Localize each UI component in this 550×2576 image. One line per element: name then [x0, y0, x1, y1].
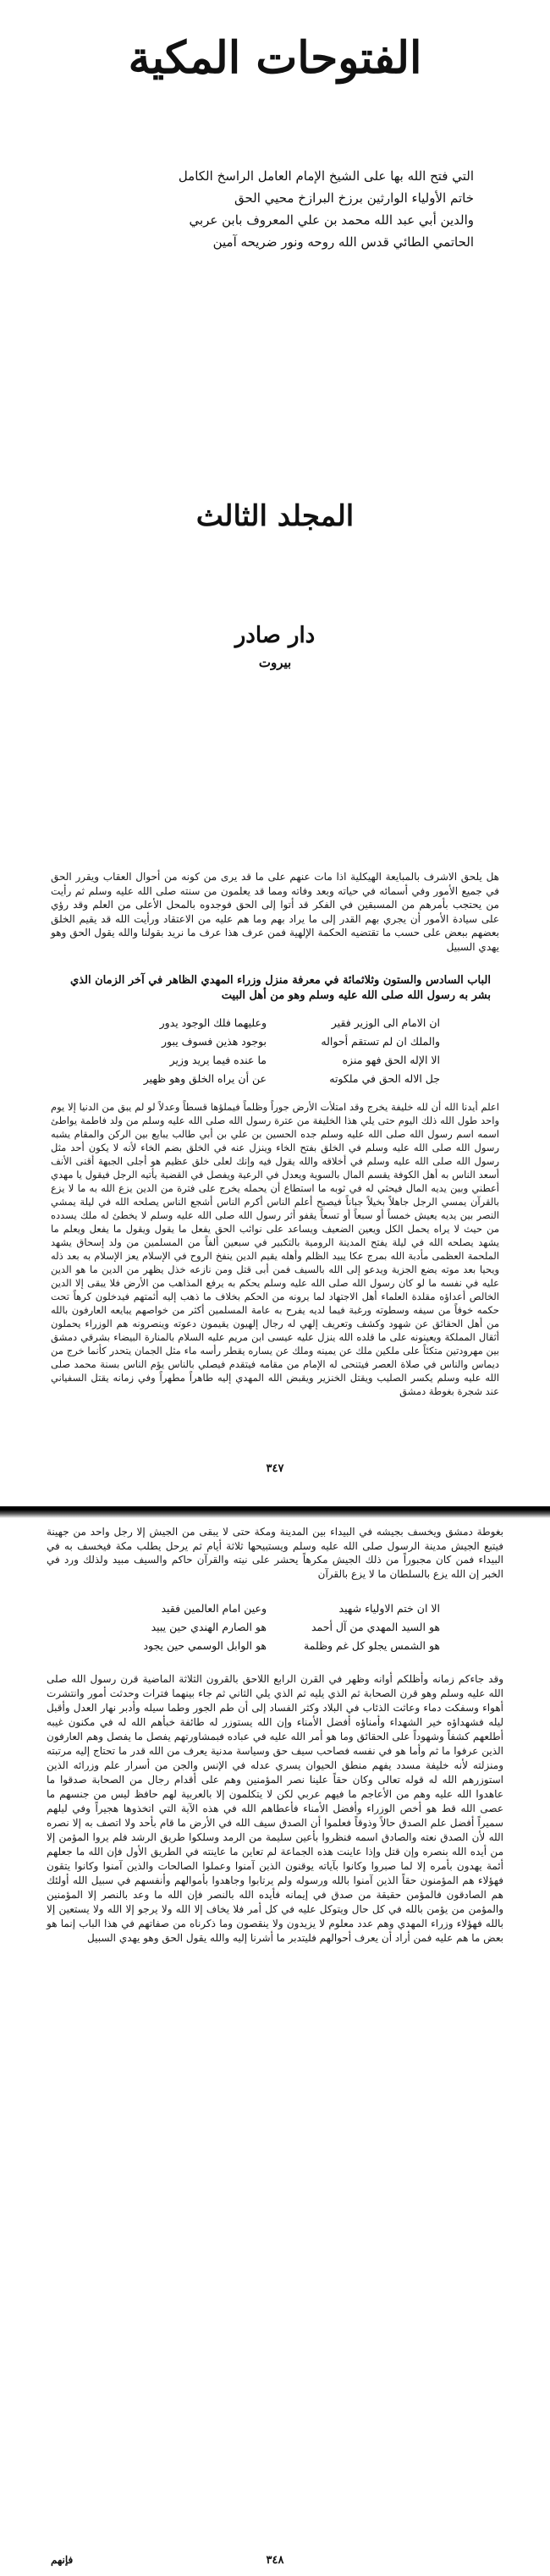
scan-edge	[0, 1506, 550, 1518]
volume-title: المجلد الثالث	[195, 499, 355, 533]
page-347	[0, 846, 550, 1506]
publisher-name: دار صادر	[234, 623, 316, 648]
verse-hemistich: هو الوابل الوسمي حين يجود	[143, 1639, 267, 1652]
verse-hemistich: ما عنده فيما يريد وزير	[169, 1054, 267, 1066]
verse-hemistich: الا الإله الحق فهو منزه	[342, 1054, 440, 1066]
body-paragraph	[47, 1672, 503, 1951]
verse-line	[85, 1070, 465, 1088]
author-line: التي فتح الله بها على الشيخ الإمام العامل الراسخ الكامل	[178, 168, 474, 184]
verse-hemistich: والملك ان لم تستقم أحواله	[321, 1035, 440, 1048]
author-line: خاتم الأولياء الوارثين برزخ البرازخ محيي الحق	[234, 190, 474, 206]
catchword: فإنهم	[51, 2554, 74, 2566]
body-paragraph	[51, 1100, 499, 1403]
book-title: الفتوحات المكية	[128, 32, 422, 84]
poem-verses	[85, 1599, 465, 1655]
verse-line	[85, 1618, 465, 1637]
verse-line	[85, 1014, 465, 1032]
verse-hemistich: وعليهما فلك الوجود يدور	[159, 1016, 267, 1029]
verse-hemistich: بوجود هذين فسوف يبور	[161, 1035, 267, 1048]
page-number: ٣٤٨	[266, 2554, 284, 2567]
verse-hemistich: جل الاله الحق في ملكوته	[329, 1072, 440, 1085]
paragraph-text: اعلم أيدنا الله أن لله خليفة يخرج وقد امتلأت الأرض جوراً وظلماً فيملؤها قسطاً وعدلاً لو لم يبق من الدنيا إلا يوم واحد طول الله ذلك اليوم حتى يلي هذا الخليفة من عترة رسول الله صلى الله عليه وسلم من ولد فاطمة يواطئ اسمه اسم رسول الله صلى الله عليه وسلم جده الحسين بن علي بن أبي طالب يبايع بين الركن والمقام يشبه رسول الله صلى الله عليه وسلم في الخلق بفتح الخاء وينزل عنه في الخلق بضم الخاء لأنه لا يكون أحد مثل رسول الله صلى الله عليه وسلم في أخلاقه والله يقول فيه وإنك لعلى خلق عظيم هو أجلى الجبهة أقنى الأنف أسعد الناس به أهل الكوفة يقسم المال بالسوية ويعدل في الرعية ويفصل في القضية يأتيه الرجل فيقول يا مهدي أعطني وبين يديه المال فيحثي له في ثوبه ما استطاع أن يحمله يخرج على فترة من الدين يزع الله به ما لا يزع بالقرآن يمسي الرجل جاهلاً بخيلاً جباناً فيصبح أعلم الناس أكرم الناس أشجع الناس يصلحه الله في ليلة يمشي النصر بين يديه يعيش خمساً أو سبعاً أو تسعاً يقفو أثر رسول الله صلى الله عليه وسلم لا يخطئ له ملك يسدده من حيث لا يراه يحمل الكل ويعين الضعيف ويساعد على نوائب الحق يفعل ما يقول ويقول ما يفعل ويعلم ما يشهد يصلحه الله في ليلة يفتح المدينة الرومية بالتكبير في سبعين ألفاً من المسلمين من ولد إسحاق يشهد الملحمة العظمى مأدبة الله بمرج عكا يبيد الظلم وأهله يقيم الدين ينفخ الروح في الإسلام يعز الإسلام به بعد ذله ويحيا بعد موته يضع الجزية ويدعو إلى الله بالسيف فمن أبى قتل ومن نازعه خذل يظهر من الدين ما هو الدين عليه في نفسه ما لو كان رسول الله صلى الله عليه وسلم يحكم به يرفع المذاهب من الأرض فلا يبقى إلا الدين الخالص أعداؤه مقلدة العلماء أهل الاجتهاد لما يرونه من الحكم بخلاف ما ذهب إليه أئمتهم فيدخلون كرهاً تحت حكمه خوفاً من سيفه وسطوته ورغبة فيما لديه يفرح به عامة المسلمين أكثر من خواصهم يبايعه العارفون بالله من أهل الحقائق عن شهود وكشف وتعريف إلهي له رجال إلهيون يقيمون دعوته وينصرونه هم الوزراء يحملون أثقال المملكة ويعينونه على ما قلده الله ينزل عليه عيسى ابن مريم عليه السلام بالمنارة البيضاء بشرقي دمشق بين مهرودتين متكئاً على ملكين ملك عن يمينه وملك عن يساره يقطر رأسه ماء مثل الجمان يتحدر كأنما خرج من ديماس والناس في صلاة العصر فيتنحى له الإمام من مقامه فيتقدم فيصلي بالناس يؤم الناس بسنة محمد صلى الله عليه وسلم يكسر الصليب ويقتل الخنزير ويقبض الله المهدي إليه طاهراً مطهراً وفي زمانه يقتل السفياني عند شجرة بغوطة دمشق	[51, 1101, 499, 1397]
author-dedication	[76, 165, 474, 253]
verse-hemistich: الا ان ختم الاولياء شهيد	[338, 1602, 440, 1615]
opening-paragraph	[47, 1525, 503, 1586]
verse-hemistich: هو الصارم الهندي حين يبيد	[151, 1621, 267, 1633]
page-348	[0, 1506, 550, 2576]
page-number: ٣٤٧	[266, 1462, 284, 1475]
publisher-city: بيروت	[258, 655, 292, 670]
paragraph-text: وقد جاءكم زمانه وأظلكم أوانه وظهر في القرن الرابع اللاحق بالقرون الثلاثة الماضية قرن رسول الله صلى الله عليه وسلم وهو قرن الصحابة ثم الذي يليه ثم الذي يلي الثاني ثم جاء بينهما فترات وحدثت أمور وانتشرت أهواء وسفكت دماء وعاثت الذئاب في البلاد وكثر الفساد إلى أن طم الجور وطما سيله وأدبر نهار العدل وأقبل ليله فشهداؤه خير الشهداء وأمناؤه أفضل الأمناء وإن الله يستوزر له طائفة خبأهم الله له في مكنون غيبه أطلعهم كشفاً وشهوداً على الحقائق وما هو أمر الله عليه في عباده فبمشاورتهم يفصل ما يفصل وهم العارفون الذين عرفوا ما ثم وأما هو في نفسه فصاحب سيف حق وسياسة مدنية يعرف من الله قدر ما تحتاج إليه مرتبته ومنزلته لأنه خليفة مسدد يفهم منطق الحيوان يسري عدله في الإنس والجن من أسرار علم وزرائه الذين استوزرهم الله له قوله تعالى وكان حقاً علينا نصر المؤمنين وهم على أقدام رجال من الصحابة صدقوا ما عاهدوا الله عليه وهم من الأعاجم ما فيهم عربي لكن لا يتكلمون إلا بالعربية لهم حافظ ليس من جنسهم ما عصى الله قط هو أخص الوزراء وأفضل الأمناء فأعطاهم الله في هذه الآية التي اتخذوها هجيراً وفي ليلهم سميراً أفضل علم الصدق حالاً وذوقاً فعلموا أن الصدق سيف الله في الأرض ما قام بأحد ولا اتصف به إلا نصره الله لأن الصدق نعته والصادق اسمه فنظروا بأعين سليمة من الرمد وسلكوا طريق الرشد فلم يروا المؤمن إلا من أيده الله بنصره وإن قتل وإذا عاينت هذه الجماعة لم تعاين ما عاينته في الطريق الأول فإن الله ما جعلهم أئمة يهدون بأمره إلا لما صبروا وكانوا بآياته يوقنون الذين آمنوا وعملوا الصالحات والذين آمنوا وكانوا يتقون فهؤلاء هم المؤمنون حقاً الذين آمنوا بالله ورسوله ولم يرتابوا وجاهدوا بأموالهم وأنفسهم في سبيل الله أولئك هم الصادقون فالمؤمن حقيقة من صدق في إيمانه فأيده الله بالنصر فإن الله ما وعد بالنصر إلا المؤمنين والمؤمن من يؤمن بالله في كل حال ويتوكل عليه في كل أمر فلا يخاف إلا الله ولا يرجو إلا الله ولا يستعين إلا بالله فهؤلاء وزراء المهدي وهم عدد معلوم لا يزيدون ولا ينقصون وما ذكرناه من صفاتهم في هذا الباب إنما هو بعض ما هم عليه فمن أراد أن يعرف أحوالهم فليتدبر ما أشرنا إليه والله يقول الحق وهو يهدي السبيل	[47, 1673, 503, 1944]
paragraph-text: هل يلحق الاشرف بالمبايعة الهيكلية اذا مات عنهم على ما قد يرى من كونه من أحوال العقاب ويقرر الحق في جميع الأمور وفي أسمائه في حياته وبعد وفاته ومما قد يعلمون من سنته صلى الله عليه وسلم ثم رأيت من يحتجب بأمرهم من المسبقين في الفكر قد أتوا إلى الحق فوجدوه بالمحل الأعلى من العلم وقد رؤي على سيادة الأمور أن يجري بهم القدر إلى ما يراد بهم وما هم عليه من الاعتقاد ورأيت الله قد يقيم الخلق بعضهم ببعض على حسب ما تقتضيه الحكمة الإلهية فمن عرف هذا عرف ما نريد بقولنا والله يقول الحق وهو يهدي السبيل	[51, 871, 499, 953]
paragraph-text: بغوطة دمشق ويخسف بجيشه في البيداء بين المدينة ومكة حتى لا يبقى من الجيش إلا رجل واحد من جهينة فيتبع الجيش مدينة الرسول صلى الله عليه وسلم ويستبيحها ثلاثة أيام ثم يرحل يطلب مكة فيخسف به في البيداء فمن كان مجبوراً من ذلك الجيش مكرهاً يحشر على نيته والقرآن حاكم والسيف مبيد ولذلك ورد في الخبر إن الله يزع بالسلطان ما لا يزع بالقرآن	[47, 1526, 503, 1580]
verse-line	[85, 1599, 465, 1618]
verse-hemistich: ان الامام الى الوزير فقير	[331, 1016, 440, 1029]
verse-hemistich: هو السيد المهدي من آل أحمد	[311, 1621, 440, 1633]
author-line: الحاتمي الطائي قدس الله روحه ونور ضريحه آمين	[212, 234, 474, 250]
title-page	[0, 0, 550, 846]
verse-line	[85, 1032, 465, 1051]
verse-line	[85, 1051, 465, 1070]
author-line: والدين أبي عبد الله محمد بن علي المعروف بابن عربي	[189, 212, 474, 228]
verse-hemistich: وعين امام العالمين فقيد	[161, 1602, 267, 1615]
poem-verses	[85, 1014, 465, 1088]
verse-hemistich: هو الشمس يجلو كل غم وظلمة	[304, 1639, 440, 1652]
verse-line	[85, 1637, 465, 1655]
verse-hemistich: عن أن يراه الخلق وهو ظهير	[143, 1072, 267, 1085]
intro-paragraph	[51, 870, 499, 959]
chapter-title: الباب السادس والستون وثلاثمائة في معرفة منزل وزراء المهدي الظاهر في آخر الزمان الذي بشر به رسول الله صلى الله عليه وسلم وهو من أهل البيت	[70, 974, 491, 1002]
